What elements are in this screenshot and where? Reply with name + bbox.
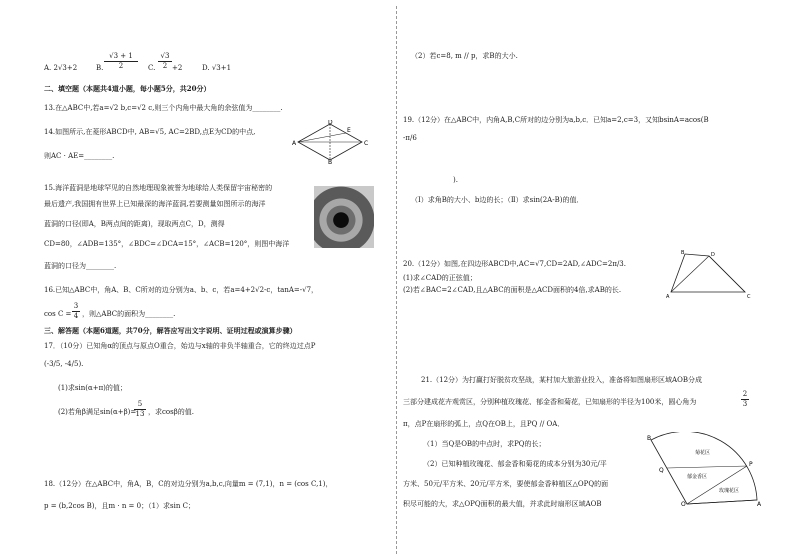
- question-16-cos-label: cos C =: [44, 310, 72, 318]
- radius-oa: [687, 500, 757, 504]
- blue-hole-photo: [314, 186, 374, 248]
- question-21-sub2-line3: 积尽可能的大，求△OPQ面积的最大值，并求此时扇形区域AOB: [403, 500, 602, 508]
- question-17-line1: 17．（10分）已知角α的顶点与原点O重合，始边与x轴的非负半轴重合，它的终边过点P: [44, 342, 316, 350]
- right-column: [403, 0, 763, 560]
- option-c-fraction: √3 2: [158, 52, 172, 72]
- fig20-label-d: D: [711, 252, 715, 258]
- question-14-line1: 14.如图所示,在菱形ABCD中, AB=√5, AC=2BD,点E为CD的中点,: [44, 128, 256, 136]
- question-18-continued: （2）若c=8, m // p，求B的大小.: [411, 52, 518, 60]
- question-21-line2: 三部分建成花卉观赏区，分别种植玫瑰花、郁金香和菊花，已知扇形的半径为100米，圆心角为: [403, 398, 697, 406]
- label-c: C: [364, 140, 369, 147]
- question-19-line2: -π/6: [403, 134, 417, 142]
- label-e: E: [347, 127, 351, 134]
- question-21-line1: 21.（12分）为打赢打好脱贫攻坚战，某村加大旅游业投入，准备将如图扇形区域AOB分成: [421, 376, 702, 384]
- fig21-label-b: B: [647, 435, 652, 442]
- fig21-label-o: O: [681, 501, 686, 506]
- question-21-sub1: （1）当Q是OB的中点时，求PQ的长；: [423, 440, 546, 448]
- question-21-fraction: 2 3: [742, 390, 748, 409]
- fig21-label-a: A: [757, 501, 762, 506]
- question-19-line1: 19.（12分）在△ABC中，内角A,B,C所对的边分别为a,b,c．已知a=2,c=3，又知bsinA=acos(B: [403, 116, 709, 124]
- question-14-line2: 则AC · AE=________.: [44, 152, 115, 160]
- quadrilateral-figure: [665, 248, 755, 300]
- question-20-line1: 20.（12分）如图,在四边形ABCD中,AC=√7,CD=2AD,∠ADC=2π/3.: [403, 260, 626, 268]
- question-15-line3: 蓝洞的口径(即A，B两点间的距离)，现取两点C，D，测得: [44, 220, 225, 228]
- question-20-sub2: (2)若∠BAC=2∠CAD,且△ABC的面积是△ACD面积的4倍,求AB的长.: [403, 286, 622, 294]
- option-d: D. √3+1: [202, 64, 232, 72]
- option-c-tail: +2: [172, 64, 183, 72]
- question-21-line3: π，点P在扇形的弧上，点Q在OB上，且PQ // OA．: [403, 420, 565, 428]
- question-19-line4: （Ⅰ）求角B的大小、b边的长；（Ⅱ）求sin(2A-B)的值．: [411, 196, 584, 204]
- question-21-sub2-line1: （2）已知种植玫瑰花、郁金香和菊花的成本分别为30元/平: [423, 460, 607, 468]
- question-16-line2: ，则△ABC的面积为________.: [82, 310, 176, 318]
- fig21-label-q: Q: [659, 467, 664, 474]
- fig20-label-a: A: [666, 294, 670, 300]
- chrysanthemum-area-label: 菊花区: [695, 450, 711, 456]
- section-2-title: 二、填空题（本题共4道小题，每小题5分，共20分）: [44, 84, 211, 93]
- label-a: A: [292, 140, 297, 147]
- question-15-line5: 蓝洞的口径为________.: [44, 262, 117, 270]
- column-divider: [396, 6, 397, 554]
- question-19-line3: ).: [453, 176, 458, 184]
- label-d: D: [328, 120, 333, 126]
- segment-op: [687, 466, 747, 504]
- diagonal: [671, 256, 709, 292]
- question-15-line4: CD=80，∠ADB=135°，∠BDC=∠DCA=15°，∠ACB=120°，则图中海洋: [44, 240, 290, 248]
- rose-area-label: 玫瑰花区: [719, 488, 740, 494]
- question-20-sub1: (1)求∠CAD的正弦值；: [403, 274, 477, 282]
- question-17-fraction: 5 13: [135, 400, 145, 419]
- left-column: [38, 0, 384, 560]
- quadrilateral-outline: [671, 254, 745, 292]
- question-18-line2: p = (b,2cos B)，且m · n = 0；（1）求sin C；: [44, 502, 195, 510]
- question-17-sub2-prefix: (2)若角β满足sin(α+β)=: [58, 408, 137, 416]
- label-b: B: [328, 159, 333, 164]
- option-a: A. 2√3+2: [44, 64, 78, 72]
- question-15-line2: 最后遗产,我国拥有世界上已知最深的海洋蓝洞,若要测量如图所示的海洋: [44, 200, 266, 208]
- question-21-sub2-line2: 方米、50元/平方米、20元/平方米，要使郁金香种植区△OPQ的面: [403, 480, 609, 488]
- option-b-fraction: √3 + 1 2: [104, 52, 138, 72]
- question-17-point: (-3/5, -4/5).: [44, 360, 84, 368]
- rhombus-figure: [290, 120, 370, 164]
- tulip-area-label: 郁金香区: [687, 474, 708, 480]
- side: [709, 256, 745, 292]
- question-18-line1: 18.（12分）在△ABC中，角A，B，C的对边分别为a,b,c,向量m = (7,1)，n = (cos C,1)，: [44, 480, 333, 488]
- segment-pq: [667, 466, 747, 468]
- question-17-sub2-suffix: ，求cosβ的值.: [148, 408, 194, 416]
- question-15-line1: 15.海洋蓝洞是地球罕见的自然地理现象被誉为地球给人类保留宇宙秘密的: [44, 184, 273, 192]
- section-3-title: 三、解答题（本题6道题，共70分，解答应写出文字说明、证明过程或演算步骤）: [44, 326, 297, 335]
- fig20-label-c: C: [747, 294, 751, 300]
- fig20-label-b: B: [681, 250, 685, 256]
- option-b-label: B.: [96, 64, 104, 72]
- option-c-label: C.: [148, 64, 156, 72]
- question-17-sub1: (1)求sin(α+π)的值；: [58, 384, 127, 392]
- sector-figure: [647, 432, 763, 506]
- question-16-fraction: 3 4: [73, 302, 79, 321]
- fig21-label-p: P: [749, 461, 753, 468]
- question-13: 13.在△ABC中,若a=√2 b,c=√2 c,则三个内角中最大角的余弦值为________.: [44, 104, 283, 112]
- question-16-line1: 16.已知△ABC中，角A、B、C所对的边分别为a、b、c，若a=4+2√2-c，tanA=-√7，: [44, 286, 319, 294]
